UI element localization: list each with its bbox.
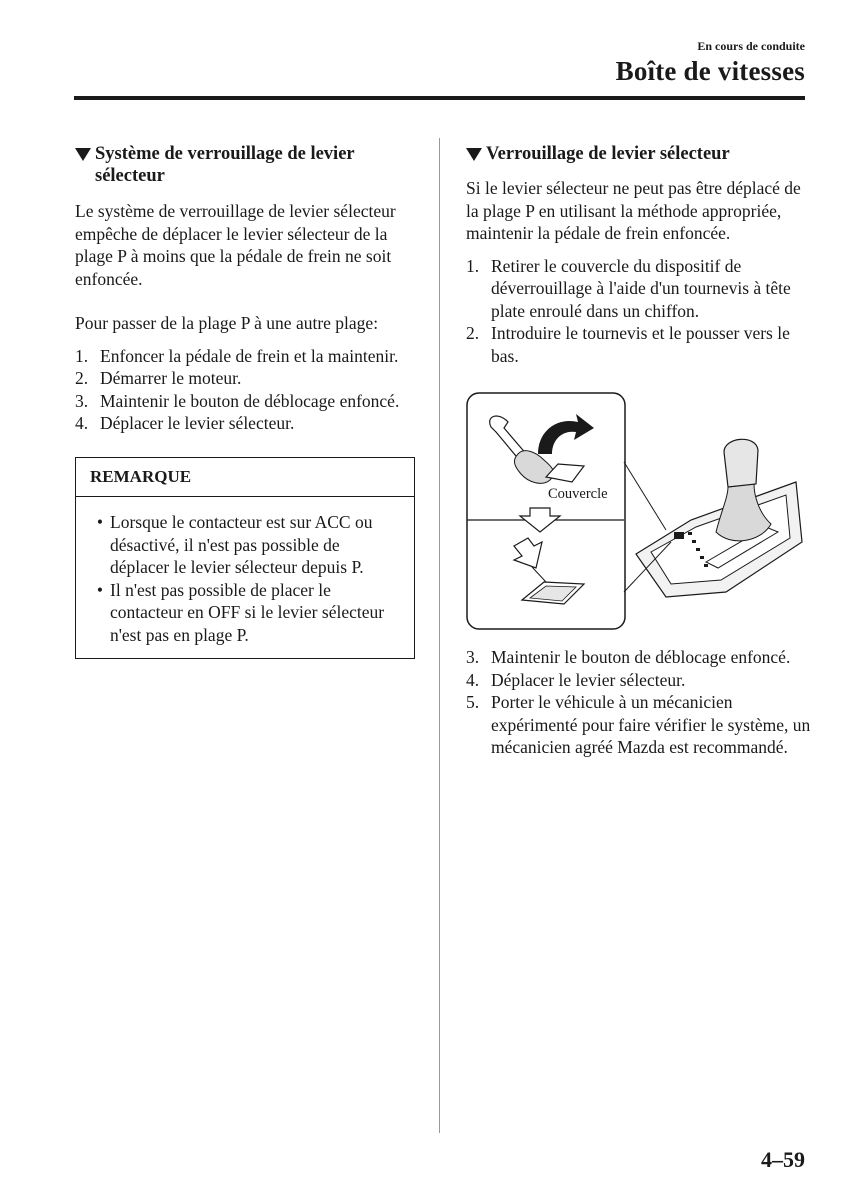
triangle-down-icon [75, 148, 91, 161]
note-title: REMARQUE [76, 458, 414, 498]
section-heading-text: Système de verrouillage de levier sélecteur [95, 144, 355, 186]
section-heading-shift-lock-system [75, 143, 420, 187]
section-heading-shift-lock-override [466, 143, 811, 165]
column-divider [439, 138, 440, 1133]
steps-list-right-a [466, 255, 811, 368]
list-item: 4. Déplacer le levier sélecteur. [75, 413, 295, 433]
steps-list-right-b [466, 646, 811, 759]
page-title: Boîte de vitesses [615, 56, 805, 86]
shift-lock-release-figure [466, 392, 811, 632]
note-bullet: • Lorsque le contacteur est sur ACC ou désactivé, il n'est pas possible de déplacer le levier sélecteur depuis P. [96, 512, 373, 577]
paragraph-override-intro: Si le levier sélecteur ne peut pas être déplacé de la plage P en utilisant la méthode appropriée, maintenir la pédale de frein enfoncée. [466, 178, 801, 243]
list-item: 4. Déplacer le levier sélecteur. [466, 669, 686, 690]
list-item: 5. Porter le véhicule à un mécanicien expérimenté pour faire vérifier le système, un mécanicien agréé Mazda est recommandé. [466, 692, 811, 757]
note-body [76, 497, 414, 658]
shift-knob [724, 439, 758, 487]
section-heading-text: Verrouillage de levier sélecteur [486, 144, 730, 164]
right-column [466, 143, 811, 759]
running-header-section: En cours de conduite [697, 39, 805, 53]
list-item: 2. Introduire le tournevis et le pousser vers le bas. [466, 323, 790, 366]
note-box [75, 457, 415, 660]
left-column [75, 143, 420, 659]
list-item: 1. Retirer le couvercle du dispositif de déverrouillage à l'aide d'un tournevis à tête plate enroulé dans un chiffon. [466, 255, 791, 321]
page-number: 4–59 [761, 1147, 805, 1172]
paragraph-shift-instructions: Pour passer de la plage P à une autre plage: [75, 313, 379, 333]
release-slot [674, 532, 684, 539]
note-bullet: • Il n'est pas possible de placer le contacteur en OFF si le levier sélecteur n'est pas en plage P. [96, 579, 385, 645]
list-item: 3. Maintenir le bouton de déblocage enfoncé. [75, 390, 400, 411]
steps-list-left [75, 345, 420, 435]
figure-label-cover: Couvercle [548, 486, 608, 502]
list-item: 3. Maintenir le bouton de déblocage enfoncé. [466, 647, 791, 667]
list-item: 2. Démarrer le moteur. [75, 368, 242, 388]
leader-line [624, 462, 666, 530]
header-rule [74, 96, 805, 100]
list-item: 1. Enfoncer la pédale de frein et la maintenir. [75, 345, 399, 366]
shift-lock-illustration [466, 392, 811, 632]
paragraph-intro: Le système de verrouillage de levier sélecteur empêche de déplacer le levier sélecteur de la plage P à moins que la pédale de frein ne soit enfoncée. [75, 201, 396, 289]
triangle-down-icon [466, 148, 482, 161]
